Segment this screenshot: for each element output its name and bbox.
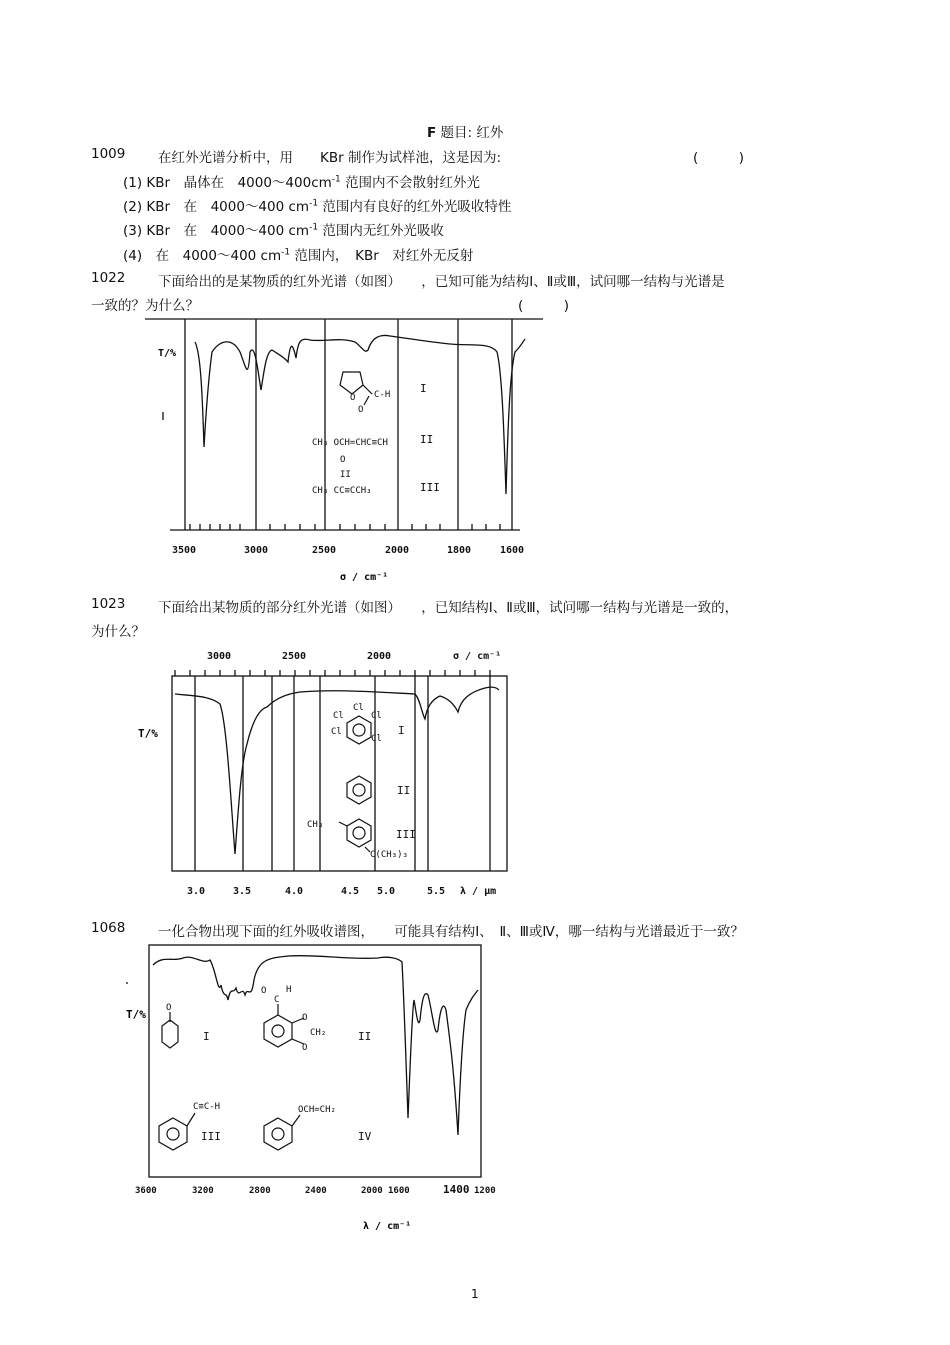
question-stem-1023-cont: 为什么？ bbox=[91, 624, 145, 640]
structure-ii-h: H bbox=[286, 985, 292, 995]
answer-paren-1009: ( ) bbox=[693, 150, 745, 166]
cl-label-right: Cl bbox=[371, 734, 382, 744]
top-axis-label: σ / cm⁻¹ bbox=[453, 651, 502, 662]
option-1: (1) KBr 晶体在 $4000\sim 400cm^{-1}$ 范围内不会散射红外光 bbox=[123, 174, 481, 191]
question-stem-1023: 下面给出某物质的部分红外光谱（如图） ，已知结构Ⅰ、Ⅱ或Ⅲ，试问哪一结构与光谱是一致的， bbox=[158, 600, 739, 616]
x-tick-1600: 1600 bbox=[388, 1186, 410, 1196]
x-axis-label: σ / cm⁻¹ bbox=[340, 572, 389, 583]
top-tick-2500: 2500 bbox=[282, 651, 307, 662]
structure-label-ii: II bbox=[420, 433, 434, 446]
top-tick-2000: 2000 bbox=[367, 651, 392, 662]
structure-label-ii: II bbox=[358, 1030, 372, 1043]
bottom-tick-5.0: 5.0 bbox=[377, 886, 396, 897]
structure-ii-o-top: O bbox=[261, 986, 267, 996]
structure-ii-c: C bbox=[274, 995, 280, 1005]
x-tick-3200: 3200 bbox=[192, 1186, 214, 1196]
x-axis-label: λ / cm⁻¹ bbox=[363, 1221, 412, 1232]
structure-label-iii: III bbox=[201, 1130, 221, 1143]
ir-spectrum-1068 bbox=[118, 940, 508, 1240]
x-tick-3500: 3500 bbox=[172, 545, 197, 556]
page-number: 1 bbox=[471, 1287, 479, 1301]
ir-spectrum-1023 bbox=[135, 644, 535, 902]
x-tick-1200: 1200 bbox=[474, 1186, 496, 1196]
structure-i-o-ring: O bbox=[350, 393, 356, 403]
question-number-1022: 1022 bbox=[91, 270, 126, 286]
structures-1023 bbox=[339, 716, 371, 852]
cl-label-right-top: Cl bbox=[371, 711, 382, 721]
bottom-tick-3.0: 3.0 bbox=[187, 886, 206, 897]
x-tick-3600: 3600 bbox=[135, 1186, 157, 1196]
structure-i-o: O bbox=[166, 1003, 172, 1013]
y-axis-label: T/% bbox=[126, 1008, 146, 1021]
structure-label-iv: IV bbox=[358, 1130, 372, 1143]
page-title: F 题目: 红外 bbox=[427, 125, 504, 141]
bottom-tick-5.5: 5.5 bbox=[427, 886, 446, 897]
structure-label-i: I bbox=[398, 724, 405, 737]
structure-label-i: I bbox=[420, 382, 427, 395]
structure-i-o: O bbox=[358, 405, 364, 415]
cl-label-left-top: Cl bbox=[333, 711, 344, 721]
option-3: (3) KBr 在 4000～400 $cm^{-1}$ 范围内无红外光吸收 bbox=[123, 222, 444, 239]
structure-iii-alkyne: C≡C-H bbox=[193, 1102, 221, 1112]
y-axis-label: T/% bbox=[158, 348, 177, 359]
structure-ii-o-1: O bbox=[302, 1013, 308, 1023]
structures-1068 bbox=[159, 1004, 304, 1150]
structure-i-ch: C-H bbox=[374, 390, 391, 400]
x-tick-3000: 3000 bbox=[244, 545, 269, 556]
structure-iii-o: O bbox=[340, 455, 346, 465]
x-tick-1800: 1800 bbox=[447, 545, 472, 556]
structure-ii-ch2: CH₂ bbox=[310, 1028, 327, 1038]
y-axis-label: T/% bbox=[138, 727, 158, 740]
x-tick-2500: 2500 bbox=[312, 545, 337, 556]
bottom-axis-label: λ / μm bbox=[460, 886, 497, 897]
x-tick-2800: 2800 bbox=[249, 1186, 271, 1196]
question-stem-1009: 在红外光谱分析中，用 KBr 制作为试样池，这是因为: bbox=[158, 150, 502, 166]
structure-iv-vinyl-ether: OCH=CH₂ bbox=[298, 1105, 336, 1115]
question-number-1023: 1023 bbox=[91, 596, 126, 612]
x-tick-1400: 1400 bbox=[443, 1183, 470, 1196]
x-tick-2400: 2400 bbox=[305, 1186, 327, 1196]
question-number-1009: 1009 bbox=[91, 146, 126, 162]
question-stem-1022: 下面给出的是某物质的红外光谱（如图） ，已知可能为结构Ⅰ、Ⅱ或Ⅲ，试问哪一结构与光谱是 bbox=[158, 274, 725, 290]
question-stem-1068: 一化合物出现下面的红外吸收谱图， 可能具有结构Ⅰ、 Ⅱ、Ⅲ或Ⅳ，哪一结构与光谱最近于一致？ bbox=[158, 924, 744, 940]
answer-paren-1022: ( ) bbox=[518, 298, 570, 314]
tbutyl-label: C(CH₃)₃ bbox=[370, 850, 408, 860]
structure-label-ii: II bbox=[397, 784, 411, 797]
x-tick-1600: 1600 bbox=[500, 545, 525, 556]
structure-ii-o-2: O bbox=[302, 1043, 308, 1053]
question-number-1068: 1068 bbox=[91, 920, 126, 936]
cl-label-left: Cl bbox=[331, 727, 342, 737]
question-stem-1022-cont: 一致的？为什么？ bbox=[91, 298, 199, 314]
cl-label-top: Cl bbox=[353, 703, 364, 713]
structure-label-iii: III bbox=[396, 828, 416, 841]
structure-iii-double-bond: II bbox=[340, 470, 351, 480]
bottom-tick-4.0: 4.0 bbox=[285, 886, 304, 897]
structure-iii-formula: CH₃ CC≡CCH₃ bbox=[312, 486, 372, 496]
x-tick-2000: 2000 bbox=[385, 545, 410, 556]
top-tick-3000: 3000 bbox=[207, 651, 232, 662]
structure-label-i: I bbox=[203, 1030, 210, 1043]
structure-label-iii: III bbox=[420, 481, 440, 494]
structure-i-drawing bbox=[340, 372, 372, 405]
structure-ii-formula: CH₃ OCH=CHC≡CH bbox=[312, 438, 388, 448]
ch3-label: CH₃ bbox=[307, 820, 324, 830]
x-tick-2000: 2000 bbox=[361, 1186, 383, 1196]
option-4: (4) 在 4000～400 $cm^{-1}$ 范围内， KBr 对红外无反射 bbox=[123, 247, 474, 264]
option-2: (2) KBr 在 4000～400 $cm^{-1}$ 范围内有良好的红外光吸收特性 bbox=[123, 198, 512, 215]
ir-spectrum-1022 bbox=[140, 312, 560, 587]
bottom-tick-3.5: 3.5 bbox=[233, 886, 252, 897]
bottom-tick-4.5: 4.5 bbox=[341, 886, 360, 897]
